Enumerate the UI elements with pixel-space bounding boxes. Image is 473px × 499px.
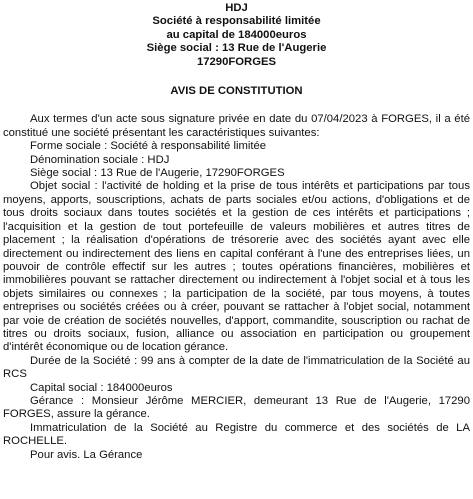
intro-paragraph: Aux termes d'un acte sous signature privée en date du 07/04/2023 à FORGES, il a été constitué une société présentant les caractéristiques suivantes: <box>3 113 470 139</box>
siege-social: Siège social : 13 Rue de l'Augerie, 17290FORGES <box>30 167 285 180</box>
gerance: Gérance : Monsieur Jérôme MERCIER, demeurant 13 Rue de l'Augerie, 17290 FORGES, assure la gérance. <box>3 394 470 421</box>
capital-social: Capital social : 184000euros <box>30 381 173 394</box>
objet-social: Objet social : l'activité de holding et la prise de tous intérêts et participations par tous moyens, apports, souscriptions, achats de parts sociales et/ou actions, d'obligations et de tous droits sociaux dans toutes sociétés et la gestion de ces intérêts et participations ; l'acquisition et la gestion de tout portefeuille de valeurs mobilières et autres titres de placement ; la réalisation d'opérations de trésorerie avec des sociétés ayant avec elle directement ou indirectement des liens en capital conférant à l'une des entreprises liées, un pouvoir de contrôle effectif sur les autres ; toutes opérations financières, mobilières et immobilières pouvant se rattacher directement ou indirectement à l'objet social et à tous les objets similaires ou connexes ; la participation de la société, par tous moyens, à toutes entreprises ou sociétés créées ou à créer, pouvant se rattacher à l'objet social, notamment par voie de création de sociétés nouvelles, d'apport, commandite, souscription ou rachat de titres ou droits sociaux, fusion, alliance ou association en participation ou groupement d'intérêt économique ou de location gérance. <box>3 180 470 354</box>
immatriculation: Immatriculation de la Société au Registre du commerce et des sociétés de LA ROCHELLE. <box>3 421 470 448</box>
company-city: 17290FORGES <box>196 55 277 68</box>
company-name: HDJ <box>225 2 248 14</box>
duree-societe: Durée de la Société : 99 ans à compter de la date de l'immatriculation de la Société au RCS <box>3 354 470 381</box>
forme-sociale: Forme sociale : Société à responsabilité limitée <box>30 140 267 153</box>
notice-title: AVIS DE CONSTITUTION <box>170 85 303 98</box>
denomination-sociale: Dénomination sociale : HDJ <box>30 153 170 166</box>
company-form: Société à responsabilité limitée <box>152 15 321 28</box>
company-capital: au capital de 184000euros <box>166 28 307 41</box>
company-seat: Siège social : 13 Rue de l'Augerie <box>146 42 327 55</box>
signature: Pour avis. La Gérance <box>30 448 143 461</box>
notice-header <box>3 2 470 69</box>
